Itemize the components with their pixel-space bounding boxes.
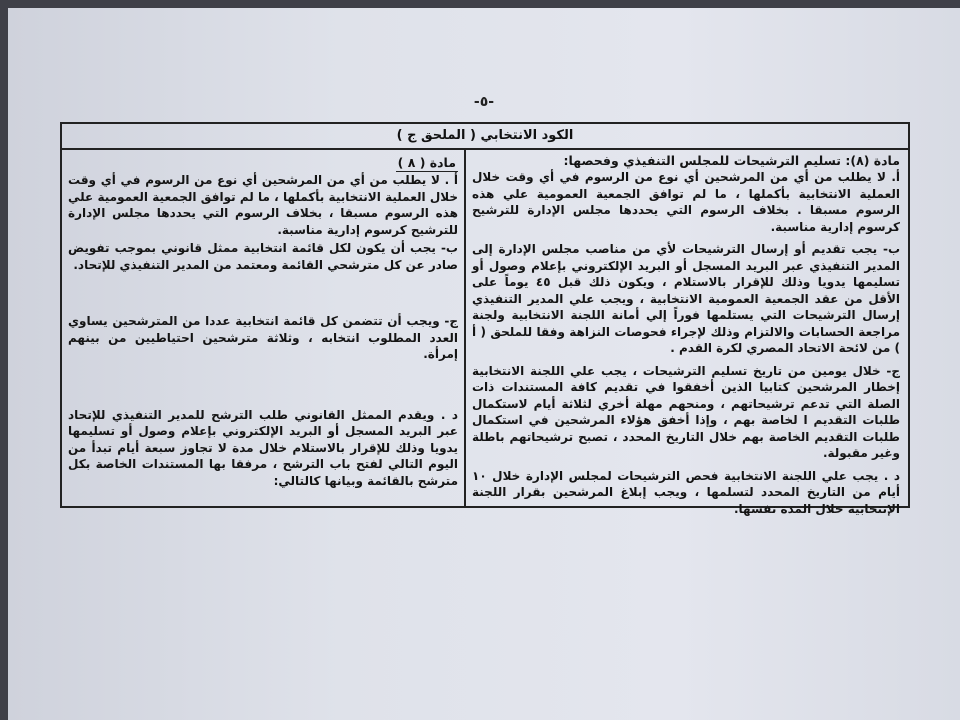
right-paragraph-a: أ. لا يطلب من أي من المرشحين أي نوع من الرسوم في أي وقت خلال العملية الانتخابية بأكملها ، ما لم توافق الجمعية العمومية علي هذه الرسوم مسبقا . بخلاف الرسوم التي يحددها مجلس الإدارة للترشيح كرسوم إدارية مناسبة.	[472, 170, 900, 234]
left-paragraph-d: د . ويقدم الممثل القانوني طلب الترشح للمدير التنفيذي للإتحاد عبر البريد المسجل أو البريد الإلكتروني بإعلام وصول أو تسليمها يدويا وذلك للإقرار بالاستلام خلال مدة لا تجاوز سبعة أيام تبدأ من اليوم التالي لفتح باب الترشح ، مرفقا بها المستندات الخاصة بكل مترشح بالقائمة وبيانها كالتالي:	[68, 407, 458, 488]
document-page	[8, 8, 960, 720]
document-table	[60, 122, 910, 516]
left-column	[62, 150, 466, 506]
right-paragraph-d: د . يجب علي اللجنة الانتخابية فحص الترشيحات لمجلس الإدارة خلال ١٠ أيام من التاريخ المحدد لتسلمها ، ويجب إبلاغ المرشحين بقرار اللجنة الإنتخابية خلال المدة نفسها.	[472, 468, 900, 516]
page-number: -٥-	[473, 94, 495, 110]
right-column	[466, 150, 908, 516]
left-column-heading: مادة ( ٨ )	[397, 155, 456, 170]
right-column-heading: مادة (٨): تسليم الترشيحات للمجلس التنفيذي وفحصها:	[563, 153, 900, 168]
left-paragraph-a: أ . لا يطلب من أي من المرشحين أي نوع من الرسوم في أي وقت خلال العملية الانتخابية بأكملها ، ما لم توافق الجمعية العمومية علي هذه الرسوم مسبقا ، بخلاف الرسوم التي يحددها مجلس الإدارة للترشيح كرسوم إدارية مناسبة.	[68, 173, 458, 237]
right-paragraph-b: ب- يجب تقديم أو إرسال الترشيحات لأي من مناصب مجلس الإدارة إلى المدير التنفيذي عبر البريد المسجل أو البريد الإلكتروني بإعلام وصول أو تسليمها يدويا وذلك للإقرار بالاستلام ، ويكون ذلك قبل ٤٥ يوماً على الأقل من عقد الجمعية العمومية الانتخابية ، ويجب علي المدير التنفيذي إرسال الترشيحات التي يستلمها فوراً إلي أمانة اللجنة الانتخابية ولجنة مراجعة الحسابات والالتزام وذلك لإجراء فحوصات النزاهة وفقا للملحق ( أ ) من لائحة الاتحاد المصري لكرة القدم .	[472, 242, 900, 355]
left-paragraph-c: ج- ويجب أن تتضمن كل قائمة انتخابية عددا من المترشحين يساوي العدد المطلوب انتخابه ، وثلاثة مترشحين احتياطيين من بينهم إمرأة.	[68, 314, 458, 361]
left-paragraph-b: ب- يجب أن يكون لكل قائمة انتخابية ممثل قانوني بموجب تفويض صادر عن كل مترشحي القائمة ومعتمد من المدير التنفيذي للإتحاد.	[68, 241, 458, 272]
table-title: الكود الانتخابي ( الملحق ج )	[62, 124, 908, 150]
right-paragraph-c: ج- خلال يومين من تاريخ تسليم الترشيحات ، يجب علي اللجنة الانتخابية إخطار المرشحين كتابيا الذين أخفقوا في تقديم كافة المستندات ذات الصلة التي تدعم ترشيحاتهم ، ومنحهم مهلة أخري لثلاثة أيام لاستكمال طلبات التقديم ا لخاصة بهم ، وإذا أخفق هؤلاء المرشحين في استكمال طلبات التقديم الخاصة بهم خلال التاريخ المحدد ، تصبح ترشيحاتهم باطلة وغير مقبولة.	[472, 363, 900, 460]
